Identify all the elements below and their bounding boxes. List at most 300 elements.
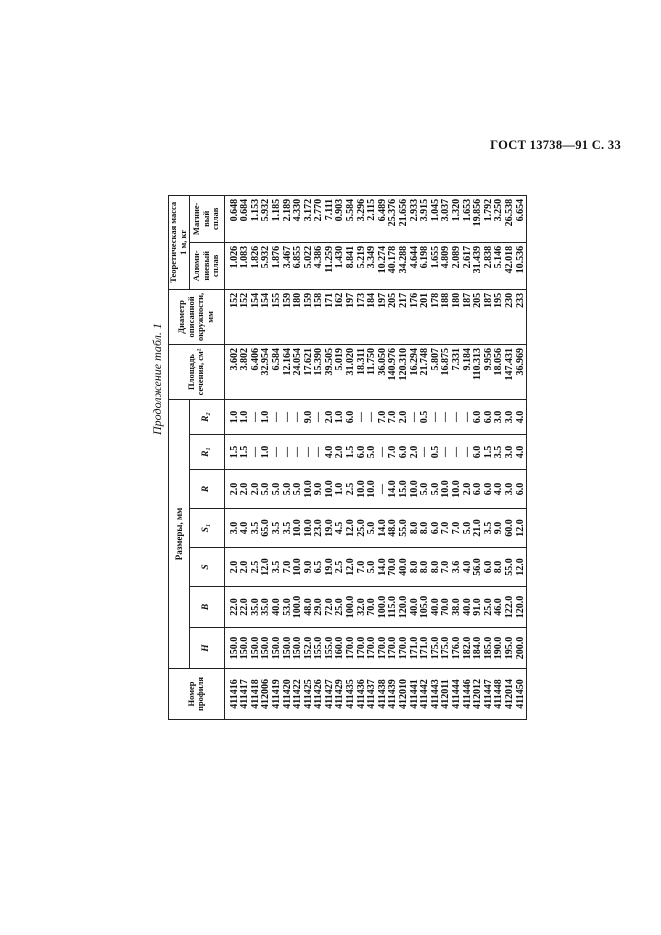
table-cell: 1.045: [431, 195, 442, 242]
table-cell: 2.838: [484, 242, 495, 289]
table-cell: 65.0: [261, 509, 272, 548]
table-cell: —: [431, 400, 442, 435]
table-cell: 12.0: [261, 548, 272, 587]
table-cell: 411448: [494, 669, 505, 720]
table-cell: 6.406: [251, 345, 262, 400]
table-cell: 155.0: [314, 628, 325, 669]
table-cell: 150.0: [283, 628, 294, 669]
table-cell: 2.0: [463, 470, 474, 509]
table-cell: 7.0: [452, 509, 463, 548]
table-cell: 170.0: [367, 628, 378, 669]
table-cell: 411426: [314, 669, 325, 720]
table-cell: 1.0: [240, 400, 251, 435]
table-cell: 178: [431, 289, 442, 344]
table-cell: 411429: [335, 669, 346, 720]
table-cell: 5.0: [272, 470, 283, 509]
table-cell: 162: [335, 289, 346, 344]
table-cell: 190.0: [494, 628, 505, 669]
table-cell: 40.178: [388, 242, 399, 289]
table-cell: 195: [494, 289, 505, 344]
table-cell: —: [367, 400, 378, 435]
table-cell: 2.0: [240, 548, 251, 587]
table-cell: 1.5: [240, 435, 251, 470]
table-cell: 55.0: [505, 548, 516, 587]
table-cell: 24.054: [293, 345, 304, 400]
table-cell: 1.185: [272, 195, 283, 242]
table-cell: 3.467: [283, 242, 294, 289]
table-cell: —: [441, 400, 452, 435]
table-cell: —: [283, 400, 294, 435]
table-cell: 16.875: [441, 345, 452, 400]
table-cell: 5.0: [261, 470, 272, 509]
table-cell: 39.505: [325, 345, 336, 400]
table-cell: 184: [367, 289, 378, 344]
table-cell: —: [304, 435, 315, 470]
table-cell: 8.0: [420, 509, 431, 548]
table-cell: 5.146: [494, 242, 505, 289]
table-cell: 4.0: [516, 400, 527, 435]
table-cell: 147.431: [505, 345, 516, 400]
table-cell: —: [463, 435, 474, 470]
table-cell: 10.0: [441, 470, 452, 509]
table-cell: 2.089: [452, 242, 463, 289]
table-cell: 184.0: [473, 628, 484, 669]
table-cell: 7.111: [325, 195, 336, 242]
table-cell: 6.855: [293, 242, 304, 289]
table-cell: 0.5: [431, 435, 442, 470]
table-cell: 411447: [484, 669, 495, 720]
table-cell: 42.018: [505, 242, 516, 289]
table-cell: 6.0: [473, 470, 484, 509]
col-diam-header: Диаметр описанной окружности, мм: [169, 289, 225, 344]
table-cell: 2.933: [410, 195, 421, 242]
table-cell: 5.932: [261, 242, 272, 289]
table-cell: 4.386: [314, 242, 325, 289]
table-cell: 14.0: [378, 548, 389, 587]
table-cell: 100.0: [378, 587, 389, 628]
table-cell: 9.0: [314, 470, 325, 509]
table-cell: 2.0: [335, 435, 346, 470]
table-cell: 2.5: [346, 470, 357, 509]
table-cell: 10.0: [325, 470, 336, 509]
table-cell: 48.0: [304, 587, 315, 628]
table-cell: 3.037: [441, 195, 452, 242]
table-cell: 7.0: [388, 400, 399, 435]
table-cell: 2.189: [283, 195, 294, 242]
table-cell: 412014: [505, 669, 516, 720]
table-cell: 3.0: [494, 400, 505, 435]
table-cell: 3.915: [420, 195, 431, 242]
table-cell: —: [293, 400, 304, 435]
table-cell: 159: [304, 289, 315, 344]
table-cell: 3.802: [240, 345, 251, 400]
table-cell: 100.0: [346, 587, 357, 628]
table-cell: 32.0: [357, 587, 368, 628]
table-cell: 3.296: [357, 195, 368, 242]
table-cell: 187: [484, 289, 495, 344]
table-cell: 7.0: [388, 435, 399, 470]
table-cell: 10.0: [304, 509, 315, 548]
table-cell: 2.0: [251, 470, 262, 509]
table-cell: 5.0: [463, 509, 474, 548]
col-b-header: B: [189, 587, 224, 628]
table-cell: 8.0: [431, 548, 442, 587]
table-cell: 4.330: [293, 195, 304, 242]
table-cell: 10.0: [367, 470, 378, 509]
table-cell: 40.0: [410, 587, 421, 628]
table-cell: 40.0: [431, 587, 442, 628]
table-cell: 6.0: [473, 435, 484, 470]
table-cell: 6.0: [484, 400, 495, 435]
table-cell: 1.0: [335, 470, 346, 509]
table-cell: 185.0: [484, 628, 495, 669]
table-cell: 411427: [325, 669, 336, 720]
table-cell: 5.0: [283, 470, 294, 509]
table-cell: 25.0: [484, 587, 495, 628]
table-cell: 8.0: [410, 548, 421, 587]
table-cell: 170.0: [357, 628, 368, 669]
table-cell: 411444: [452, 669, 463, 720]
table-cell: 55.0: [399, 509, 410, 548]
col-al-header: Алюми-ниевый сплав: [189, 242, 224, 289]
table-cell: 1.0: [224, 400, 240, 435]
table-cell: 411446: [463, 669, 474, 720]
table-cell: 12.0: [516, 509, 527, 548]
table-cell: 170.0: [388, 628, 399, 669]
table-cell: 5.0: [431, 470, 442, 509]
table-cell: 411416: [224, 669, 240, 720]
table-cell: 12.0: [346, 548, 357, 587]
rotated-table-area: [150, 180, 526, 720]
table-cell: 187: [463, 289, 474, 344]
table-cell: 9.0: [494, 509, 505, 548]
table-cell: 25.0: [357, 509, 368, 548]
table-cell: 6.0: [346, 400, 357, 435]
table-cell: 29.0: [314, 587, 325, 628]
table-cell: 5.019: [335, 345, 346, 400]
table-cell: 3.250: [494, 195, 505, 242]
table-cell: —: [463, 400, 474, 435]
table-cell: 411443: [431, 669, 442, 720]
table-cell: 21.656: [399, 195, 410, 242]
col-mg-header: Магние-вый сплав: [189, 195, 224, 242]
table-cell: 1.153: [251, 195, 262, 242]
table-cell: 411425: [304, 669, 315, 720]
table-cell: —: [378, 435, 389, 470]
table-cell: 8.841: [346, 242, 357, 289]
table-cell: 150.0: [293, 628, 304, 669]
table-cell: 16.294: [410, 345, 421, 400]
table-cell: 11.750: [367, 345, 378, 400]
table-cell: 2.0: [224, 548, 240, 587]
table-cell: 120.0: [399, 587, 410, 628]
table-cell: 411417: [240, 669, 251, 720]
table-cell: 7.0: [441, 509, 452, 548]
table-cell: 14.0: [388, 470, 399, 509]
table-cell: 0.684: [240, 195, 251, 242]
table-cell: 411441: [410, 669, 421, 720]
table-cell: 26.538: [505, 195, 516, 242]
table-cell: 36.969: [516, 345, 527, 400]
table-cell: 9.956: [484, 345, 495, 400]
table-cell: 170.0: [399, 628, 410, 669]
table-cell: 197: [346, 289, 357, 344]
table-cell: 3.5: [272, 548, 283, 587]
table-row: [452, 195, 463, 719]
mass-group-header: Теоретическая масса 1 м, кг: [169, 195, 190, 289]
table-cell: 21.748: [420, 345, 431, 400]
table-cell: 8.0: [494, 548, 505, 587]
table-cell: 56.0: [473, 548, 484, 587]
col-s-header: S: [189, 548, 224, 587]
table-cell: 120.310: [399, 345, 410, 400]
table-cell: 46.0: [494, 587, 505, 628]
table-cell: 40.0: [399, 548, 410, 587]
table-cell: 35.0: [251, 587, 262, 628]
table-cell: —: [420, 435, 431, 470]
table-cell: 36.050: [378, 345, 389, 400]
table-cell: 91.0: [473, 587, 484, 628]
table-cell: 38.0: [452, 587, 463, 628]
table-cell: 35.0: [261, 587, 272, 628]
table-cell: 5.807: [431, 345, 442, 400]
table-cell: 7.0: [357, 548, 368, 587]
table-cell: 412011: [441, 669, 452, 720]
table-cell: 6.198: [420, 242, 431, 289]
table-cell: 15.0: [399, 470, 410, 509]
table-cell: 12.0: [346, 509, 357, 548]
table-cell: —: [410, 400, 421, 435]
table-cell: 5.219: [357, 242, 368, 289]
table-cell: 6.0: [516, 470, 527, 509]
table-cell: 411438: [378, 669, 389, 720]
table-cell: 5.0: [367, 509, 378, 548]
table-cell: —: [293, 435, 304, 470]
table-cell: 1.826: [251, 242, 262, 289]
table-cell: —: [251, 400, 262, 435]
table-cell: 3.6: [452, 548, 463, 587]
table-cell: 2.770: [314, 195, 325, 242]
table-cell: 0.5: [420, 400, 431, 435]
col-area-header: Площадь сечения, см²: [169, 345, 225, 400]
table-cell: —: [272, 400, 283, 435]
table-cell: 1.0: [335, 400, 346, 435]
table-cell: 18.056: [494, 345, 505, 400]
table-cell: 5.0: [367, 548, 378, 587]
table-cell: 0.903: [335, 195, 346, 242]
table-cell: 10.0: [452, 470, 463, 509]
table-cell: 3.5: [251, 509, 262, 548]
table-cell: 6.0: [484, 548, 495, 587]
table-row: [505, 195, 516, 719]
table-cell: 3.5: [484, 509, 495, 548]
table-cell: 2.115: [367, 195, 378, 242]
header-row-1: [169, 195, 190, 719]
table-cell: 1.0: [261, 400, 272, 435]
table-row: [516, 195, 527, 719]
table-cell: 154: [251, 289, 262, 344]
table-cell: 1.083: [240, 242, 251, 289]
table-cell: 6.0: [431, 509, 442, 548]
table-cell: 160.0: [335, 628, 346, 669]
table-cell: 171.0: [420, 628, 431, 669]
table-cell: 6.0: [399, 435, 410, 470]
table-cell: 150.0: [224, 628, 240, 669]
table-cell: 70.0: [367, 587, 378, 628]
table-cell: 25.376: [388, 195, 399, 242]
table-cell: 150.0: [272, 628, 283, 669]
table-cell: 4.644: [410, 242, 421, 289]
table-cell: 10.0: [293, 548, 304, 587]
table-cell: 3.5: [283, 509, 294, 548]
table-cell: 0.648: [224, 195, 240, 242]
table-cell: 3.0: [505, 435, 516, 470]
table-cell: —: [283, 435, 294, 470]
table-cell: 19.856: [473, 195, 484, 242]
table-cell: 411418: [251, 669, 262, 720]
table-cell: 188: [441, 289, 452, 344]
table-cell: 1.5: [224, 435, 240, 470]
table-cell: 3.172: [304, 195, 315, 242]
table-cell: 1.655: [431, 242, 442, 289]
table-cell: 154: [261, 289, 272, 344]
table-row: [272, 195, 283, 719]
table-cell: 70.0: [441, 587, 452, 628]
table-cell: 7.0: [378, 400, 389, 435]
table-cell: 180: [293, 289, 304, 344]
col-h-header: H: [189, 628, 224, 669]
table-cell: 411450: [516, 669, 527, 720]
table-cell: 31.020: [346, 345, 357, 400]
table-cell: 70.0: [388, 548, 399, 587]
table-cell: 205: [473, 289, 484, 344]
table-cell: 1.320: [452, 195, 463, 242]
table-cell: 9.0: [304, 400, 315, 435]
table-cell: 411437: [367, 669, 378, 720]
table-cell: 205: [388, 289, 399, 344]
table-cell: 8.0: [410, 509, 421, 548]
table-cell: 12.164: [283, 345, 294, 400]
table-cell: 72.0: [325, 587, 336, 628]
table-cell: 10.0: [357, 470, 368, 509]
table-cell: 53.0: [283, 587, 294, 628]
table-cell: 120.0: [516, 587, 527, 628]
table-cell: 40.0: [272, 587, 283, 628]
table-cell: —: [251, 435, 262, 470]
col-profile-header: Номер профиля: [169, 669, 225, 720]
table-cell: 3.5: [272, 509, 283, 548]
table-cell: 152: [240, 289, 251, 344]
table-cell: 4.0: [463, 548, 474, 587]
table-cell: 411435: [346, 669, 357, 720]
table-cell: 152: [224, 289, 240, 344]
table-cell: 180: [452, 289, 463, 344]
table-cell: 171: [325, 289, 336, 344]
table-cell: 411436: [357, 669, 368, 720]
table-cell: 4.809: [441, 242, 452, 289]
table-cell: —: [272, 435, 283, 470]
table-cell: 4.0: [516, 435, 527, 470]
table-cell: 150.0: [240, 628, 251, 669]
col-r-header: R: [189, 470, 224, 509]
table-cell: 182.0: [463, 628, 474, 669]
table-cell: 48.0: [388, 509, 399, 548]
table-cell: 6.5: [314, 548, 325, 587]
table-cell: 175.0: [431, 628, 442, 669]
table-cell: 5.932: [261, 195, 272, 242]
table-cell: 7.0: [283, 548, 294, 587]
table-body: [224, 195, 527, 719]
dims-group-header: Размеры, мм: [169, 400, 190, 669]
table-cell: 173: [357, 289, 368, 344]
profiles-table: [168, 195, 527, 720]
table-cell: 2.0: [410, 435, 421, 470]
table-cell: 21.0: [473, 509, 484, 548]
table-cell: 412006: [261, 669, 272, 720]
table-cell: 5.0: [367, 435, 378, 470]
header-row-2: [189, 195, 224, 719]
table-cell: 5.0: [293, 470, 304, 509]
table-cell: 19.0: [325, 548, 336, 587]
table-cell: 10.536: [516, 242, 527, 289]
table-cell: 2.617: [463, 242, 474, 289]
table-cell: 5.022: [304, 242, 315, 289]
table-cell: 412012: [473, 669, 484, 720]
table-cell: 150.0: [251, 628, 262, 669]
table-cell: —: [314, 400, 325, 435]
table-cell: 1.792: [484, 195, 495, 242]
table-cell: 2.0: [399, 400, 410, 435]
table-cell: 12.0: [516, 548, 527, 587]
table-cell: 3.602: [224, 345, 240, 400]
table-cell: 3.5: [494, 435, 505, 470]
table-cell: 140.976: [388, 345, 399, 400]
table-cell: 1.5: [346, 435, 357, 470]
table-cell: 6.584: [272, 345, 283, 400]
table-cell: 200.0: [516, 628, 527, 669]
table-cell: 201: [420, 289, 431, 344]
table-cell: 170.0: [378, 628, 389, 669]
table-cell: 11.259: [325, 242, 336, 289]
table-cell: —: [452, 400, 463, 435]
table-cell: 4.0: [325, 435, 336, 470]
table-cell: 170.0: [346, 628, 357, 669]
table-cell: 175.0: [441, 628, 452, 669]
table-cell: 22.0: [240, 587, 251, 628]
table-cell: 2.0: [224, 470, 240, 509]
table-cell: 10.0: [293, 509, 304, 548]
table-cell: 176.0: [452, 628, 463, 669]
table-cell: 152.0: [304, 628, 315, 669]
col-r2-header: R₂: [189, 400, 224, 435]
table-cell: 9.0: [304, 548, 315, 587]
table-cell: 155: [272, 289, 283, 344]
table-cell: 110.313: [473, 345, 484, 400]
table-cell: 4.0: [240, 509, 251, 548]
table-cell: 411420: [283, 669, 294, 720]
table-row: [224, 195, 240, 719]
table-cell: 14.0: [378, 509, 389, 548]
table-cell: 5.0: [420, 470, 431, 509]
table-cell: 158: [314, 289, 325, 344]
table-cell: 1.0: [261, 435, 272, 470]
table-cell: 7.0: [441, 548, 452, 587]
table-cell: 1.876: [272, 242, 283, 289]
table-cell: 115.0: [388, 587, 399, 628]
table-cell: 1.430: [335, 242, 346, 289]
table-cell: —: [441, 435, 452, 470]
table-cell: 197: [378, 289, 389, 344]
